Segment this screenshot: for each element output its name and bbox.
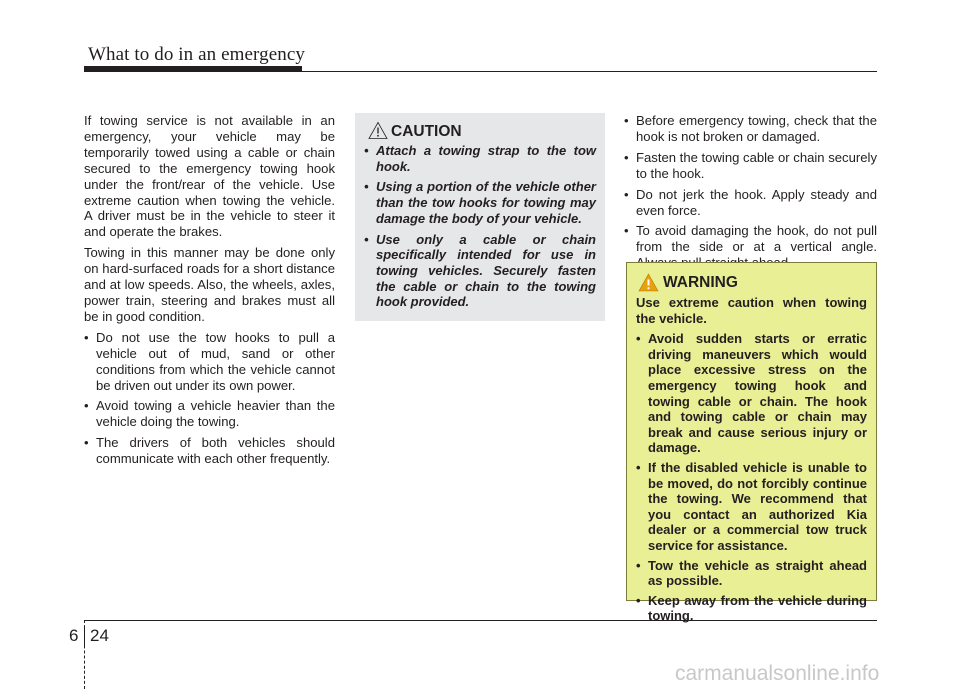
list-item: • Avoid towing a vehicle heavier than the vehicle doing the towing.: [84, 398, 335, 430]
caution-triangle-icon: [368, 121, 388, 140]
right-bullet-list: [624, 113, 877, 271]
list-item: • If the disabled vehicle is unable to be moved, do not forcibly continue the towing. We recommend that you contact an authorized Kia dealer or a commercial tow truck service for assistance.: [636, 460, 867, 554]
list-item: • Using a portion of the vehicle other than the tow hooks for towing may damage the body of your vehicle.: [364, 179, 596, 226]
warning-triangle-icon: [638, 273, 659, 292]
caution-title: CAUTION: [391, 123, 462, 140]
warning-box: [626, 262, 877, 624]
caution-list: [364, 143, 596, 310]
warning-intro: Use extreme caution when towing the vehicle.: [636, 295, 867, 326]
chapter-number: 6: [69, 626, 79, 645]
footer-rule: [84, 620, 877, 621]
list-item: • Do not use the tow hooks to pull a vehicle out of mud, sand or other conditions from which the vehicle cannot be driven out under its own power.: [84, 330, 335, 394]
left-column: [84, 113, 335, 472]
left-bullet-list: [84, 330, 335, 467]
list-item: • Attach a towing strap to the tow hook.: [364, 143, 596, 174]
warning-title: WARNING: [663, 274, 738, 291]
watermark: carmanualsonline.info: [675, 662, 880, 685]
list-item: • The drivers of both vehicles should communicate with each other frequently.: [84, 435, 335, 467]
list-item: • Tow the vehicle as straight ahead as possible.: [636, 558, 867, 589]
right-column: [624, 113, 877, 276]
list-item: • Avoid sudden starts or erratic driving maneuvers which would place excessive stress on the emergency towing hook and towing cable or chain. The hook and towing cable or chain may break and cause serious injury or damage.: [636, 331, 867, 456]
caution-heading: [364, 121, 596, 143]
warning-list: [636, 331, 867, 624]
page-number: 24: [90, 626, 109, 645]
section-title: What to do in an emergency: [88, 44, 305, 65]
list-item: • Do not jerk the hook. Apply steady and even force.: [624, 187, 877, 219]
list-item: • Use only a cable or chain specifically intended for use in towing vehicles. Securely fasten the cable or chain to the towing hook provided.: [364, 232, 596, 311]
list-item: • Before emergency towing, check that the hook is not broken or damaged.: [624, 113, 877, 145]
list-item: • To avoid damaging the hook, do not pull from the side or at a vertical angle.: [624, 223, 877, 271]
list-item: • Fasten the towing cable or chain securely to the hook.: [624, 150, 877, 182]
page-number-separator: [84, 627, 85, 647]
caution-box: [355, 113, 605, 321]
header-rule-thin: [84, 71, 877, 72]
intro-paragraph: If towing service is not available in an emergency, your vehicle may be temporarily towed using a cable or chain secured to the emergency towing hook under the front/rear of the vehicle. Use extreme caution when towing the vehicle. A driver must be in the vehicle to steer it and operate the brakes.: [84, 113, 335, 240]
list-item: • Keep away from the vehicle during towing.: [636, 593, 867, 624]
warning-heading: [636, 272, 867, 294]
conditions-paragraph: Towing in this manner may be done only on hard-surfaced roads for a short distance and at low speeds. Also, the wheels, axles, power train, steering and brakes must all be in good condition.: [84, 245, 335, 324]
